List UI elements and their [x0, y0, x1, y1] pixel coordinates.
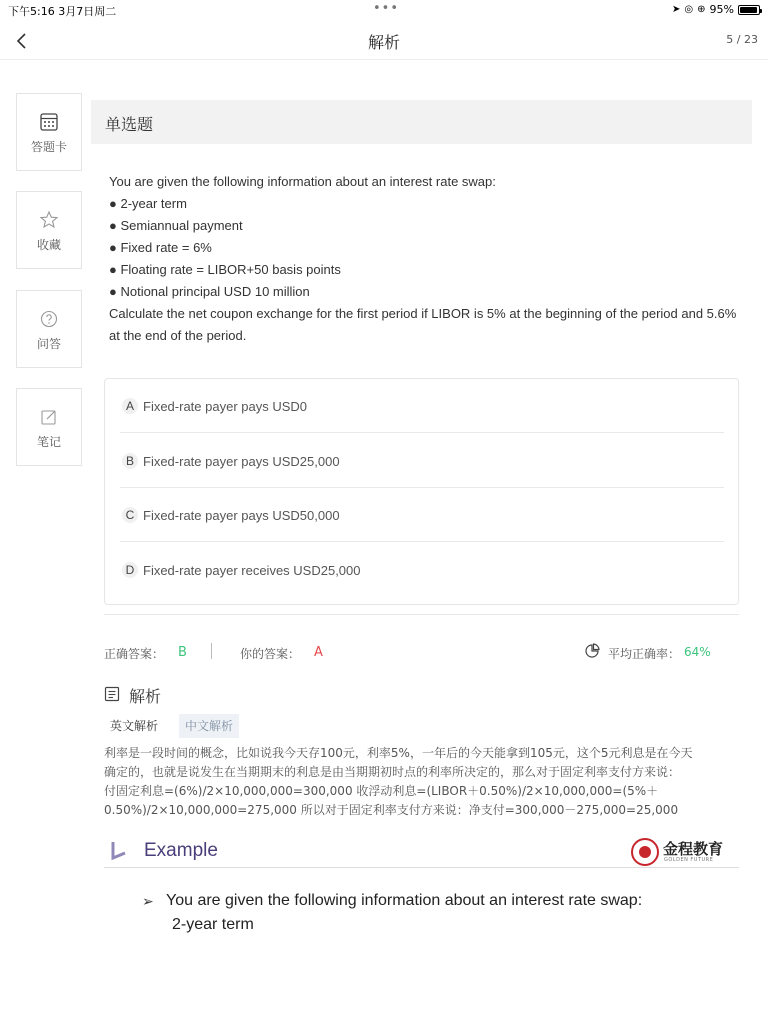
option-text: Fixed-rate payer receives USD25,000	[143, 563, 361, 578]
location-icon: ➤	[672, 4, 681, 15]
stem-line: at the end of the period.	[109, 328, 247, 343]
analysis-title: 解析	[129, 687, 162, 706]
status-right	[672, 3, 760, 16]
analysis-line: 0.50%)/2×10,000,000=275,000 所以对于固定利率支付方来说：净支付=300,000－275,000=25,000	[104, 803, 679, 817]
average-rate-label: 平均正确率：	[608, 647, 681, 661]
nav-bar	[0, 22, 768, 60]
multitask-dots[interactable]: •••	[373, 1, 400, 16]
battery-fill	[740, 7, 757, 13]
option-text: Fixed-rate payer pays USD0	[143, 399, 308, 414]
document-icon	[104, 686, 120, 702]
option-d[interactable]	[120, 543, 724, 597]
correct-answer-label: 正确答案：	[104, 647, 165, 661]
divider	[104, 614, 739, 615]
pie-chart-icon	[584, 643, 600, 659]
analysis-line: 付固定利息=(6%)/2×10,000,000=300,000 收浮动利息=(LIBOR＋0.50%)/2×10,000,000=(5%＋	[104, 784, 659, 798]
sidebar-item-favorite[interactable]	[16, 191, 82, 269]
brand-emblem-icon	[631, 838, 659, 866]
option-letter: B	[122, 453, 138, 469]
sidebar-item-qa[interactable]	[16, 290, 82, 368]
question-stem	[109, 171, 744, 347]
option-letter: C	[122, 507, 138, 523]
average-rate-value: 64%	[684, 645, 711, 659]
battery-icon	[738, 5, 760, 15]
calculator-icon	[39, 112, 59, 132]
status-time: 下午5:16 3月7日周二	[8, 5, 117, 18]
slide-bullet-text: You are given the following information about an interest rate swap:	[166, 892, 643, 909]
tab-chinese-analysis[interactable]: 中文解析	[179, 714, 239, 738]
correct-answer-value: B	[178, 645, 187, 660]
option-text: Fixed-rate payer pays USD25,000	[143, 454, 340, 469]
slide-divider	[104, 867, 739, 868]
your-answer-label: 你的答案：	[240, 647, 301, 661]
tab-english-analysis[interactable]: 英文解析	[110, 719, 159, 733]
brand-name: 金程教育	[663, 840, 724, 858]
page-title: 解析	[367, 33, 400, 52]
analysis-text	[104, 744, 734, 820]
question-type: 单选题	[105, 115, 154, 134]
status-bar	[0, 0, 768, 20]
wifi-icon: ◎	[684, 4, 694, 15]
stem-line: ● Floating rate = LIBOR+50 basis points	[109, 262, 341, 277]
stem-line: ● Semiannual payment	[109, 218, 243, 233]
sidebar-item-label: 收藏	[36, 238, 61, 252]
sidebar-item-label: 笔记	[36, 435, 61, 449]
analysis-line: 确定的，也就是说发生在当期期末的利息是由当期期初时点的利率所决定的，那么对于固定利率支付方来说：	[104, 765, 681, 779]
stem-line: Calculate the net coupon exchange for the first period if LIBOR is 5% at the beginning of the period and 5.6%	[109, 306, 737, 321]
stem-line: ● Fixed rate = 6%	[109, 240, 212, 255]
stem-line: You are given the following information about an interest rate swap:	[109, 174, 496, 189]
option-letter: D	[122, 562, 138, 578]
battery-percent: 95%	[709, 3, 734, 16]
arrow-bullet-icon: ➢	[142, 894, 154, 910]
option-letter: A	[122, 398, 138, 414]
question-type-header	[91, 100, 752, 144]
option-c[interactable]	[120, 488, 724, 542]
sidebar-item-label: 问答	[36, 337, 61, 351]
sidebar-item-label: 答题卡	[30, 140, 67, 154]
rotation-lock-icon: ⊕	[697, 4, 706, 15]
answer-summary	[104, 643, 739, 663]
option-a[interactable]	[120, 379, 724, 433]
analysis-line: 利率是一段时间的概念，比如说我今天存100元，利率5%，一年后的今天能拿到105元，这个5元利息是在今天	[104, 746, 693, 760]
sidebar-item-notes[interactable]	[16, 388, 82, 466]
edit-icon	[39, 407, 59, 427]
page-counter: 5 / 23	[726, 33, 758, 46]
brand-logo	[631, 836, 731, 866]
question-icon	[39, 309, 59, 329]
slide-image	[104, 832, 739, 933]
sidebar-item-answer-sheet[interactable]	[16, 93, 82, 171]
slide-cut-line: 2-year term	[172, 916, 254, 933]
slide-logo-mark-icon	[110, 840, 128, 860]
separator	[211, 643, 212, 659]
option-text: Fixed-rate payer pays USD50,000	[143, 508, 340, 523]
stem-line: ● Notional principal USD 10 million	[109, 284, 310, 299]
options-panel	[104, 378, 739, 605]
option-b[interactable]	[120, 434, 724, 488]
slide-title: Example	[144, 840, 218, 861]
brand-name-en: GOLDEN FUTURE	[664, 857, 714, 863]
star-icon	[39, 210, 59, 230]
your-answer-value: A	[314, 645, 323, 660]
stem-line: ● 2-year term	[109, 196, 187, 211]
